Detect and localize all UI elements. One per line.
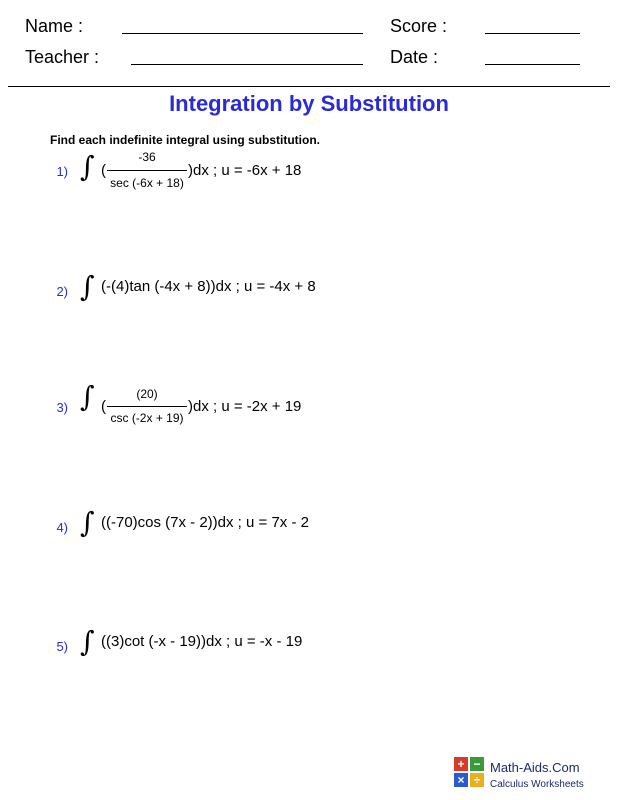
expression-rest: )dx ; u = -6x + 18 (188, 162, 302, 179)
expression: (-(4)tan (-4x + 8))dx ; u = -4x + 8 (101, 278, 316, 295)
name-label: Name : (25, 16, 84, 36)
integral-symbol: ∫ (80, 380, 95, 413)
brand-subtitle: Calculus Worksheets (490, 779, 584, 790)
score-label: Score : (390, 16, 448, 36)
expression: ((3)cot (-x - 19))dx ; u = -x - 19 (101, 633, 303, 650)
problem-2 (0, 270, 618, 320)
numerator: (20) (136, 387, 158, 401)
expression: ((-70)cos (7x - 2))dx ; u = 7x - 2 (101, 514, 309, 531)
denominator: sec (-6x + 18) (110, 176, 184, 190)
integral-symbol: ∫ (80, 625, 95, 658)
problem-number: 5) (56, 639, 68, 654)
integral-symbol: ∫ (80, 506, 95, 539)
times-icon: × (454, 773, 468, 787)
problem-number: 4) (56, 520, 68, 535)
brand-name: Math-Aids.Com (490, 760, 580, 775)
problem-number: 3) (56, 400, 68, 415)
integral-symbol: ∫ (80, 270, 95, 303)
fraction-bar (107, 170, 187, 171)
name-line[interactable] (122, 33, 363, 34)
expression-rest: )dx ; u = -2x + 19 (188, 398, 302, 415)
date-label: Date : (390, 47, 439, 67)
fraction-bar (107, 406, 187, 407)
math-aids-logo (454, 757, 484, 787)
score-line[interactable] (485, 33, 580, 34)
problem-3 (0, 380, 618, 438)
instructions: Find each indefinite integral using substitution. (50, 133, 321, 147)
problem-number: 2) (56, 284, 68, 299)
problem-number: 1) (56, 164, 68, 179)
open-paren: ( (101, 398, 106, 415)
teacher-line[interactable] (131, 64, 363, 65)
integral-symbol: ∫ (80, 150, 95, 183)
teacher-label: Teacher : (25, 47, 100, 67)
denominator: csc (-2x + 19) (110, 411, 184, 425)
divide-icon: ÷ (470, 773, 484, 787)
open-paren: ( (101, 162, 106, 179)
problem-5 (0, 625, 618, 675)
date-line[interactable] (485, 64, 580, 65)
problem-4 (0, 506, 618, 556)
header-divider (8, 86, 610, 87)
plus-icon: + (454, 757, 468, 771)
numerator: -36 (138, 150, 156, 164)
worksheet-title: Integration by Substitution (169, 91, 449, 116)
minus-icon: − (470, 757, 484, 771)
problem-1 (0, 150, 618, 200)
